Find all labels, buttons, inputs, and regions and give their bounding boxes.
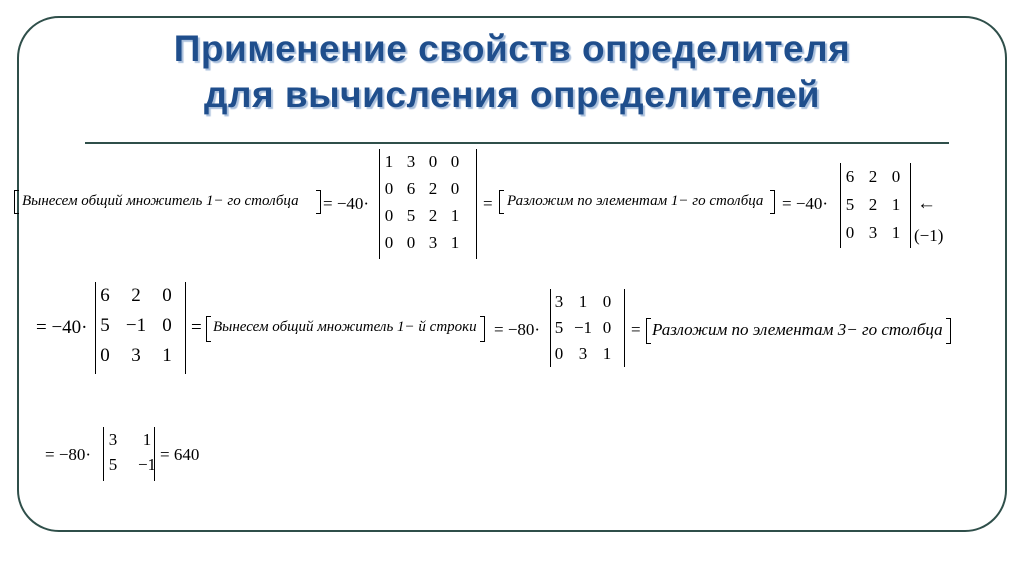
final-result: = 640 bbox=[160, 445, 200, 464]
matrix-cell: 0 bbox=[602, 318, 612, 337]
matrix-cell: 2 bbox=[428, 206, 438, 225]
matrix-cell: 0 bbox=[602, 292, 612, 311]
matrix-cell: 5 bbox=[406, 206, 416, 225]
bracket-right bbox=[480, 316, 485, 342]
bracket-left bbox=[206, 316, 211, 342]
matrix-cell: 1 bbox=[162, 345, 172, 366]
note-expand-column: Разложим по элементам 1− го столбца bbox=[507, 193, 764, 209]
matrix-cell: 0 bbox=[845, 223, 855, 242]
bracket-right bbox=[316, 190, 321, 214]
note-factor-row: Вынесем общий множитель 1− й строки bbox=[213, 319, 477, 335]
bracket-left bbox=[646, 318, 651, 344]
matrix-cell: 0 bbox=[162, 285, 172, 306]
arrow-left-icon: ← bbox=[917, 193, 936, 214]
equals-sign: = bbox=[191, 317, 202, 338]
equals-minus-80: = −80· bbox=[494, 320, 541, 339]
matrix-cell: 5 bbox=[554, 318, 564, 337]
matrix-cell: −1 bbox=[125, 315, 147, 336]
matrix-cell: 3 bbox=[406, 152, 416, 171]
matrix-cell: 5 bbox=[100, 315, 110, 336]
matrix-cell: 0 bbox=[384, 179, 394, 198]
matrix-cell: 1 bbox=[384, 152, 394, 171]
equals-minus-40: = −40· bbox=[782, 194, 829, 213]
matrix-cell: 1 bbox=[578, 292, 588, 311]
equals-minus-80: = −80· bbox=[45, 445, 92, 464]
det4-right-bar bbox=[474, 149, 477, 259]
equals-sign: = bbox=[483, 194, 493, 213]
matrix-cell: 3 bbox=[108, 430, 118, 449]
matrix-cell: 0 bbox=[384, 233, 394, 252]
matrix-cell: 3 bbox=[131, 345, 141, 366]
matrix-cell: 1 bbox=[891, 195, 901, 214]
matrix-cell: 3 bbox=[554, 292, 564, 311]
matrix-cell: 6 bbox=[406, 179, 416, 198]
matrix-cell: 1 bbox=[450, 233, 460, 252]
matrix-cell: 3 bbox=[578, 344, 588, 363]
matrix-cell: −1 bbox=[137, 455, 157, 474]
matrix-cell: 3 bbox=[428, 233, 438, 252]
matrix-cell: 0 bbox=[450, 152, 460, 171]
matrix-cell: 0 bbox=[450, 179, 460, 198]
slide-title-line2: для вычисления определителей bbox=[203, 74, 821, 115]
matrix-cell: 0 bbox=[891, 167, 901, 186]
matrix-cell: 1 bbox=[450, 206, 460, 225]
matrix-cell: 0 bbox=[554, 344, 564, 363]
matrix-cell: 0 bbox=[162, 315, 172, 336]
slide-title-line1: Применение свойств определителя bbox=[173, 28, 851, 69]
title-divider bbox=[85, 142, 949, 144]
bracket-right bbox=[946, 318, 951, 344]
matrix-cell: 0 bbox=[100, 345, 110, 366]
matrix-cell: 0 bbox=[428, 152, 438, 171]
row-factor: (−1) bbox=[914, 226, 944, 245]
equals-minus-40: = −40· bbox=[36, 317, 88, 338]
det3c-right-bar bbox=[622, 289, 625, 367]
matrix-cell: 3 bbox=[868, 223, 878, 242]
matrix-cell: 1 bbox=[602, 344, 612, 363]
matrix-cell: 0 bbox=[384, 206, 394, 225]
equals-sign: = bbox=[631, 320, 641, 339]
matrix-cell: 1 bbox=[142, 430, 152, 449]
bracket-left bbox=[14, 190, 19, 214]
matrix-cell: 5 bbox=[845, 195, 855, 214]
bracket-left bbox=[499, 190, 504, 214]
matrix-cell: 2 bbox=[428, 179, 438, 198]
matrix-cell: 6 bbox=[845, 167, 855, 186]
note-expand-column: Разложим по элементам 3− го столбца bbox=[652, 320, 943, 339]
equals-minus-40: = −40· bbox=[323, 194, 370, 213]
det3b-right-bar bbox=[183, 282, 186, 374]
note-factor-column: Вынесем общий множитель 1− го столбца bbox=[22, 193, 299, 209]
matrix-cell: 1 bbox=[891, 223, 901, 242]
matrix-cell: −1 bbox=[573, 318, 593, 337]
bracket-right bbox=[770, 190, 775, 214]
matrix-cell: 2 bbox=[868, 167, 878, 186]
matrix-cell: 2 bbox=[868, 195, 878, 214]
det3a-right-bar bbox=[908, 163, 911, 248]
matrix-cell: 2 bbox=[131, 285, 141, 306]
matrix-cell: 0 bbox=[406, 233, 416, 252]
matrix-cell: 6 bbox=[100, 285, 110, 306]
matrix-cell: 5 bbox=[108, 455, 118, 474]
